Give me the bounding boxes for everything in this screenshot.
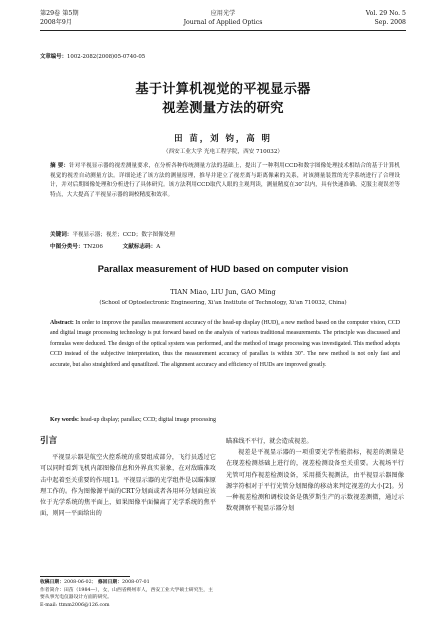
abstract-en-text: In order to improve the parallax measurement accuracy of the head-up display (HUD), a new method based on the computer vision, CCD and digital image processing technology is put forward based on the analysis of various traditional measurements. The principle was discussed and formulas were deduced. The design of the optical system was performed, and the method of image processing was investigated. This method adopts CCD instead of the subjective interpretation, thus the measurement accuracy of parallax is within 30″. The new method is not only fast and accurate, but also straightford and qunatilized. The alignment accuracy and efficiency of HUDs are improved greatly. [50, 320, 400, 368]
header-divider [40, 30, 406, 31]
volume-issue-cn: 第29卷 第5期 [40, 10, 79, 17]
article-number-value: 1002-2082(2008)05-0740-05 [66, 54, 146, 60]
clc-value: TN206 [83, 244, 103, 250]
clc-label: 中图分类号： [50, 244, 84, 250]
received-label: 收稿日期： [40, 579, 64, 585]
abstract-english [50, 318, 400, 370]
keywords-chinese [50, 230, 400, 238]
authors-english: TIAN Miao, LIU Jun, GAO Ming [170, 288, 276, 296]
running-header [40, 6, 406, 44]
title-chinese [40, 80, 406, 118]
article-number [40, 52, 145, 60]
received-date: 2008-06-02； [64, 580, 97, 585]
revised-date: 2008-07-01 [122, 580, 150, 585]
vol-no-en: Vol. 29 No. 5 [365, 10, 406, 17]
footnote-divider [40, 576, 130, 577]
journal-name [40, 9, 406, 27]
affiliation-english: (School of Optoelectronic Engineering, Xi'an Institute of Technology, Xi'an 710032, China) [99, 300, 347, 306]
date-cn: 2008年9月 [40, 19, 73, 26]
author-bio: 作者简介：田苗（1984—），女，山西省朔州市人，西安工业大学硕士研究生，主要从事光电仪器设计方面的研究。 [40, 587, 213, 601]
doc-code-label: 文献标志码： [122, 244, 157, 250]
section-heading-intro: 引言 [40, 436, 58, 446]
title-english: Parallax measurement of HUD based on computer vision [97, 264, 349, 274]
revised-label: 修回日期： [98, 579, 122, 585]
author-email: E-mail: ttmm2006@126.com [40, 602, 110, 608]
authors-chinese: 田 苗，刘 钧，高 明 [174, 133, 272, 143]
footnote [40, 576, 216, 609]
classification-line [50, 242, 400, 250]
keywords-cn-label: 关键词： [50, 232, 73, 238]
journal-name-cn: 应用光学 [210, 10, 236, 17]
title-cn-line1: 基于计算机视觉的平视显示器 [135, 82, 311, 97]
volume-issue-en [366, 9, 406, 27]
abstract-cn-label: 摘 要： [50, 163, 70, 169]
article-number-label: 文章编号： [40, 54, 67, 60]
footnote-dates [40, 579, 216, 587]
doc-code-value: A [156, 244, 161, 250]
date-en: Sep. 2008 [374, 19, 406, 26]
keywords-en-label: Key words: [50, 417, 79, 423]
journal-name-en: Journal of Applied Optics [183, 19, 263, 26]
affiliation-chinese: （西安工业大学 光电工程学院，西安 710032） [162, 149, 283, 155]
intro-paragraph-1: 平视显示器是航空火控系统的重要组成部分，飞行员透过它可以同时看到飞机内部图像信息和外界真实景象，在对敌瞄准攻击中起着至关重要的作用[1]。平视显示器的光学组件是以瞄准原理工作的。作为图像源平面的CRT分划面或者各用环分划面应该位于光学系统的焦平面上，如果图像平面偏离了光学系统的焦平面，则同一平面给出的 [40, 454, 216, 518]
abstract-en-label: Abstract: [50, 320, 74, 326]
abstract-cn-text: 针对平视显示器的视差测量要求，在分析各种传统测量方法的基础上，提出了一种利用CCD和数字图像处理技术相结合的基于计算机视觉的视差自动测量方法。详细论述了该方法的测量原理，推导并建立了视差离与距离像素的关系，对该测量装置的光学系统进行了合理设计，并对后期图像处理和分析进行了具体研究。该方法利用CCD取代人眼的主观判读，测量精度在30″以内，具有快速准确、克服主观误差等特点，大大提高了平视显示器的调校精度和效率。 [50, 163, 400, 198]
intro-paragraph-continued: 瞄准线不平行，就会造成视差。 [226, 438, 313, 445]
intro-paragraph-2: 视差是平视显示器的一项重要光学性能指标，视差的测量是在现差检测基础上进行的，视差检测设备至关重要。大视场平行光管可用作视差检测设备，采用摄失视测法，由平视显示器图像源字符相对于平行光管分划图像的移动来判定视差的大小[2]。另一种视差检测和调校设备是俄罗斯生产的示数视差测微，通过示数观测察平视显示器分划 [226, 449, 404, 513]
abstract-chinese [50, 162, 400, 200]
body-column-right [226, 436, 404, 514]
keywords-cn-text: 平视显示器；视差；CCD；数字图像处理 [72, 232, 175, 238]
keywords-en-text: head-up display; parallax; CCD; digital image processing [80, 417, 216, 423]
keywords-english [50, 417, 400, 423]
title-cn-line2: 视差测量方法的研究 [162, 101, 284, 116]
body-column-left [40, 436, 216, 519]
